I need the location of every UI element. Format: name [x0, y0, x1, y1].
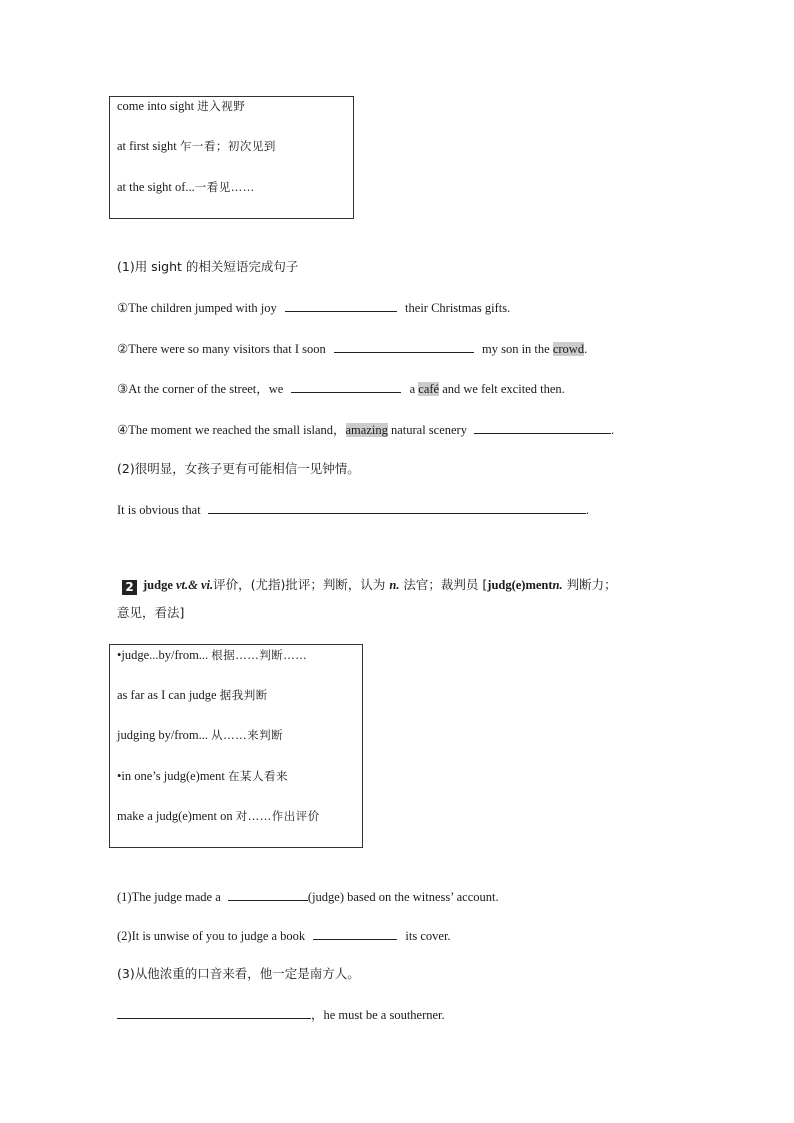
headword: judge	[143, 578, 173, 592]
vocab-entry-continued: 意见，看法]	[117, 605, 185, 620]
answer-blank[interactable]	[334, 340, 474, 353]
exercise-heading: (2)很明显，女孩子更有可能相信一见钟情。	[117, 461, 360, 476]
phrase-row: come into sight 进入视野	[117, 99, 246, 113]
exercise-item: (1)The judge made a (judge) based on the witness’ account.	[117, 890, 499, 904]
exercise-heading: (1)用 sight 的相关短语完成句子	[117, 259, 299, 274]
answer-blank[interactable]	[208, 501, 586, 514]
phrase-row: •judge...by/from... 根据……判断……	[117, 648, 308, 662]
phrase-row: at first sight 乍一看；初次见到	[117, 139, 276, 153]
phrase-row: as far as I can judge 据我判断	[117, 688, 268, 702]
exercise-item: (2)It is unwise of you to judge a book its cover.	[117, 929, 451, 943]
exercise-item: ④The moment we reached the small island，amazing natural scenery .	[117, 423, 615, 437]
exercise-item: ②There were so many visitors that I soon my son in the crowd.	[117, 342, 588, 356]
vocab-entry-judge: 2 judge vt.& vi.评价，(尤指)批评；判断，认为 n. 法官；裁判员 [judg(e)mentn. 判断力；	[122, 577, 617, 595]
phrase-row: at the sight of...一看见……	[117, 180, 255, 194]
exercise-item: It is obvious that .	[117, 503, 589, 517]
phrase-row: •in one’s judg(e)ment 在某人看来	[117, 769, 288, 783]
answer-blank[interactable]	[117, 1006, 311, 1019]
entry-number-badge: 2	[122, 580, 137, 595]
answer-blank[interactable]	[474, 421, 611, 434]
answer-blank[interactable]	[285, 299, 397, 312]
exercise-item: ①The children jumped with joy their Christmas gifts.	[117, 301, 511, 315]
highlighted-word: crowd	[552, 342, 585, 356]
phrase-row: make a judg(e)ment on 对……作出评价	[117, 809, 320, 823]
answer-blank[interactable]	[313, 927, 397, 940]
exercise-item: ，he must be a southerner.	[117, 1006, 445, 1023]
phrase-row: judging by/from... 从……来判断	[117, 728, 284, 742]
highlighted-word: café	[418, 382, 440, 396]
exercise-heading: (3)从他浓重的口音来看，他一定是南方人。	[117, 966, 360, 981]
answer-blank[interactable]	[228, 888, 308, 901]
exercise-item: ③At the corner of the street，we a café and we felt excited then.	[117, 382, 565, 396]
answer-blank[interactable]	[291, 380, 401, 393]
highlighted-word: amazing	[345, 423, 388, 437]
phrase-box-sight	[109, 96, 354, 219]
